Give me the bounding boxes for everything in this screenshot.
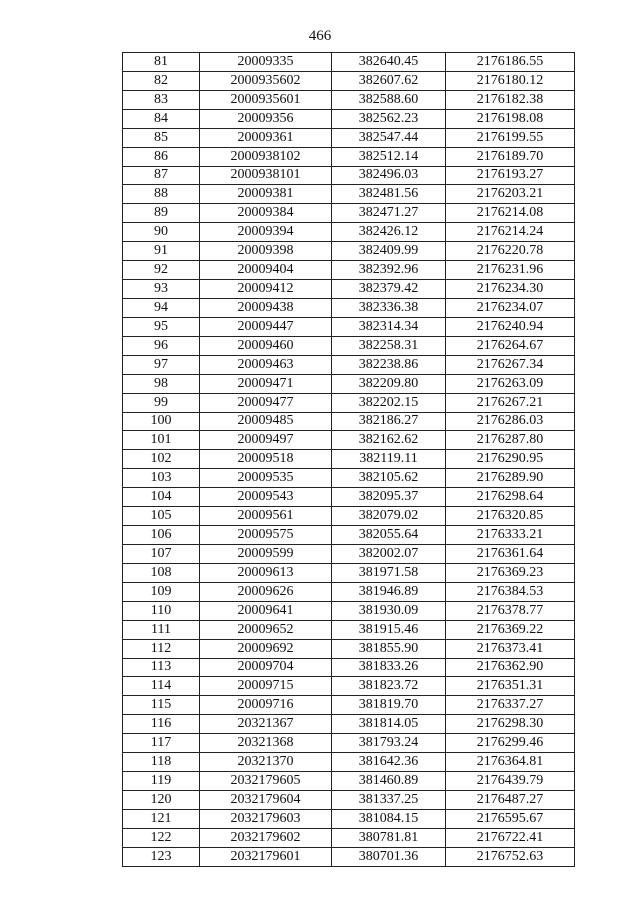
y-coordinate-cell: 2176198.08 <box>446 109 575 128</box>
y-coordinate-cell: 2176267.21 <box>446 393 575 412</box>
x-coordinate-cell: 381084.15 <box>332 809 446 828</box>
x-coordinate-cell: 382471.27 <box>332 204 446 223</box>
x-coordinate-cell: 382186.27 <box>332 412 446 431</box>
point-id-cell: 20009715 <box>200 677 332 696</box>
x-coordinate-cell: 382336.38 <box>332 298 446 317</box>
table-row <box>123 166 575 185</box>
y-coordinate-cell: 2176234.30 <box>446 280 575 299</box>
row-index-cell: 120 <box>123 790 200 809</box>
point-id-cell: 20009652 <box>200 620 332 639</box>
y-coordinate-cell: 2176220.78 <box>446 242 575 261</box>
y-coordinate-cell: 2176337.27 <box>446 696 575 715</box>
x-coordinate-cell: 381337.25 <box>332 790 446 809</box>
y-coordinate-cell: 2176286.03 <box>446 412 575 431</box>
row-index-cell: 97 <box>123 355 200 374</box>
x-coordinate-cell: 381833.26 <box>332 658 446 677</box>
point-id-cell: 2000938102 <box>200 147 332 166</box>
point-id-cell: 20009497 <box>200 431 332 450</box>
x-coordinate-cell: 381460.89 <box>332 772 446 791</box>
table-row <box>123 526 575 545</box>
x-coordinate-cell: 382392.96 <box>332 261 446 280</box>
row-index-cell: 114 <box>123 677 200 696</box>
y-coordinate-cell: 2176214.24 <box>446 223 575 242</box>
y-coordinate-cell: 2176752.63 <box>446 847 575 866</box>
row-index-cell: 122 <box>123 828 200 847</box>
x-coordinate-cell: 381915.46 <box>332 620 446 639</box>
point-id-cell: 20009543 <box>200 488 332 507</box>
x-coordinate-cell: 382379.42 <box>332 280 446 299</box>
row-index-cell: 96 <box>123 336 200 355</box>
table-row <box>123 53 575 72</box>
y-coordinate-cell: 2176234.07 <box>446 298 575 317</box>
point-id-cell: 20009471 <box>200 374 332 393</box>
point-id-cell: 20009575 <box>200 526 332 545</box>
table-row <box>123 431 575 450</box>
row-index-cell: 83 <box>123 90 200 109</box>
row-index-cell: 108 <box>123 563 200 582</box>
coordinates-table <box>122 52 575 867</box>
y-coordinate-cell: 2176351.31 <box>446 677 575 696</box>
row-index-cell: 115 <box>123 696 200 715</box>
row-index-cell: 88 <box>123 185 200 204</box>
point-id-cell: 20009412 <box>200 280 332 299</box>
y-coordinate-cell: 2176240.94 <box>446 317 575 336</box>
point-id-cell: 20009394 <box>200 223 332 242</box>
point-id-cell: 2000935602 <box>200 71 332 90</box>
table-row <box>123 715 575 734</box>
row-index-cell: 117 <box>123 734 200 753</box>
x-coordinate-cell: 382258.31 <box>332 336 446 355</box>
row-index-cell: 123 <box>123 847 200 866</box>
x-coordinate-cell: 382238.86 <box>332 355 446 374</box>
y-coordinate-cell: 2176290.95 <box>446 450 575 469</box>
table-row <box>123 450 575 469</box>
point-id-cell: 20321368 <box>200 734 332 753</box>
point-id-cell: 20009599 <box>200 544 332 563</box>
table-row <box>123 109 575 128</box>
table-row <box>123 734 575 753</box>
y-coordinate-cell: 2176186.55 <box>446 53 575 72</box>
row-index-cell: 93 <box>123 280 200 299</box>
y-coordinate-cell: 2176722.41 <box>446 828 575 847</box>
x-coordinate-cell: 382314.34 <box>332 317 446 336</box>
y-coordinate-cell: 2176299.46 <box>446 734 575 753</box>
y-coordinate-cell: 2176203.21 <box>446 185 575 204</box>
table-row <box>123 355 575 374</box>
y-coordinate-cell: 2176298.30 <box>446 715 575 734</box>
table-row <box>123 317 575 336</box>
table-row <box>123 393 575 412</box>
row-index-cell: 98 <box>123 374 200 393</box>
x-coordinate-cell: 382162.62 <box>332 431 446 450</box>
row-index-cell: 92 <box>123 261 200 280</box>
table-row <box>123 280 575 299</box>
table-row <box>123 336 575 355</box>
x-coordinate-cell: 381819.70 <box>332 696 446 715</box>
point-id-cell: 20321370 <box>200 753 332 772</box>
row-index-cell: 84 <box>123 109 200 128</box>
table-row <box>123 847 575 866</box>
table-row <box>123 71 575 90</box>
table-row <box>123 639 575 658</box>
x-coordinate-cell: 382547.44 <box>332 128 446 147</box>
x-coordinate-cell: 381971.58 <box>332 563 446 582</box>
row-index-cell: 110 <box>123 601 200 620</box>
y-coordinate-cell: 2176298.64 <box>446 488 575 507</box>
point-id-cell: 20009398 <box>200 242 332 261</box>
table-body <box>123 53 575 867</box>
row-index-cell: 90 <box>123 223 200 242</box>
point-id-cell: 20009381 <box>200 185 332 204</box>
table-row <box>123 544 575 563</box>
x-coordinate-cell: 382202.15 <box>332 393 446 412</box>
point-id-cell: 20009535 <box>200 469 332 488</box>
y-coordinate-cell: 2176362.90 <box>446 658 575 677</box>
table-row <box>123 809 575 828</box>
table-row <box>123 185 575 204</box>
x-coordinate-cell: 381814.05 <box>332 715 446 734</box>
point-id-cell: 20009704 <box>200 658 332 677</box>
x-coordinate-cell: 382426.12 <box>332 223 446 242</box>
table-row <box>123 90 575 109</box>
point-id-cell: 20009361 <box>200 128 332 147</box>
row-index-cell: 91 <box>123 242 200 261</box>
x-coordinate-cell: 382481.56 <box>332 185 446 204</box>
table-row <box>123 469 575 488</box>
y-coordinate-cell: 2176369.22 <box>446 620 575 639</box>
x-coordinate-cell: 380701.36 <box>332 847 446 866</box>
x-coordinate-cell: 382095.37 <box>332 488 446 507</box>
point-id-cell: 2000935601 <box>200 90 332 109</box>
point-id-cell: 20009626 <box>200 582 332 601</box>
page-number: 466 <box>308 28 332 44</box>
x-coordinate-cell: 382002.07 <box>332 544 446 563</box>
x-coordinate-cell: 382079.02 <box>332 507 446 526</box>
row-index-cell: 81 <box>123 53 200 72</box>
table-row <box>123 658 575 677</box>
table-row <box>123 601 575 620</box>
point-id-cell: 20009335 <box>200 53 332 72</box>
table-row <box>123 204 575 223</box>
row-index-cell: 116 <box>123 715 200 734</box>
row-index-cell: 101 <box>123 431 200 450</box>
point-id-cell: 20321367 <box>200 715 332 734</box>
point-id-cell: 20009384 <box>200 204 332 223</box>
y-coordinate-cell: 2176289.90 <box>446 469 575 488</box>
table-row <box>123 790 575 809</box>
table-row <box>123 696 575 715</box>
row-index-cell: 87 <box>123 166 200 185</box>
y-coordinate-cell: 2176199.55 <box>446 128 575 147</box>
y-coordinate-cell: 2176369.23 <box>446 563 575 582</box>
table-row <box>123 753 575 772</box>
point-id-cell: 20009463 <box>200 355 332 374</box>
y-coordinate-cell: 2176439.79 <box>446 772 575 791</box>
row-index-cell: 102 <box>123 450 200 469</box>
x-coordinate-cell: 382588.60 <box>332 90 446 109</box>
y-coordinate-cell: 2176264.67 <box>446 336 575 355</box>
table-row <box>123 128 575 147</box>
point-id-cell: 20009518 <box>200 450 332 469</box>
table-row <box>123 488 575 507</box>
x-coordinate-cell: 380781.81 <box>332 828 446 847</box>
table-row <box>123 582 575 601</box>
row-index-cell: 103 <box>123 469 200 488</box>
point-id-cell: 20009561 <box>200 507 332 526</box>
y-coordinate-cell: 2176214.08 <box>446 204 575 223</box>
row-index-cell: 104 <box>123 488 200 507</box>
y-coordinate-cell: 2176487.27 <box>446 790 575 809</box>
x-coordinate-cell: 382607.62 <box>332 71 446 90</box>
row-index-cell: 107 <box>123 544 200 563</box>
point-id-cell: 2032179602 <box>200 828 332 847</box>
point-id-cell: 2032179604 <box>200 790 332 809</box>
row-index-cell: 109 <box>123 582 200 601</box>
row-index-cell: 121 <box>123 809 200 828</box>
x-coordinate-cell: 381823.72 <box>332 677 446 696</box>
point-id-cell: 2032179605 <box>200 772 332 791</box>
row-index-cell: 85 <box>123 128 200 147</box>
y-coordinate-cell: 2176193.27 <box>446 166 575 185</box>
table-row <box>123 563 575 582</box>
row-index-cell: 113 <box>123 658 200 677</box>
x-coordinate-cell: 382409.99 <box>332 242 446 261</box>
point-id-cell: 20009641 <box>200 601 332 620</box>
y-coordinate-cell: 2176231.96 <box>446 261 575 280</box>
point-id-cell: 20009438 <box>200 298 332 317</box>
y-coordinate-cell: 2176373.41 <box>446 639 575 658</box>
x-coordinate-cell: 381946.89 <box>332 582 446 601</box>
y-coordinate-cell: 2176595.67 <box>446 809 575 828</box>
table-row <box>123 147 575 166</box>
point-id-cell: 20009716 <box>200 696 332 715</box>
point-id-cell: 20009692 <box>200 639 332 658</box>
y-coordinate-cell: 2176384.53 <box>446 582 575 601</box>
row-index-cell: 86 <box>123 147 200 166</box>
x-coordinate-cell: 381855.90 <box>332 639 446 658</box>
row-index-cell: 89 <box>123 204 200 223</box>
y-coordinate-cell: 2176320.85 <box>446 507 575 526</box>
table-row <box>123 507 575 526</box>
x-coordinate-cell: 381642.36 <box>332 753 446 772</box>
y-coordinate-cell: 2176364.81 <box>446 753 575 772</box>
table-row <box>123 298 575 317</box>
y-coordinate-cell: 2176267.34 <box>446 355 575 374</box>
table-row <box>123 828 575 847</box>
y-coordinate-cell: 2176378.77 <box>446 601 575 620</box>
point-id-cell: 20009356 <box>200 109 332 128</box>
y-coordinate-cell: 2176333.21 <box>446 526 575 545</box>
y-coordinate-cell: 2176182.38 <box>446 90 575 109</box>
row-index-cell: 106 <box>123 526 200 545</box>
table-row <box>123 374 575 393</box>
table-row <box>123 242 575 261</box>
point-id-cell: 2000938101 <box>200 166 332 185</box>
row-index-cell: 105 <box>123 507 200 526</box>
point-id-cell: 2032179601 <box>200 847 332 866</box>
row-index-cell: 111 <box>123 620 200 639</box>
row-index-cell: 95 <box>123 317 200 336</box>
x-coordinate-cell: 381930.09 <box>332 601 446 620</box>
row-index-cell: 112 <box>123 639 200 658</box>
y-coordinate-cell: 2176263.09 <box>446 374 575 393</box>
x-coordinate-cell: 382562.23 <box>332 109 446 128</box>
x-coordinate-cell: 382055.64 <box>332 526 446 545</box>
x-coordinate-cell: 382640.45 <box>332 53 446 72</box>
table-row <box>123 223 575 242</box>
point-id-cell: 20009613 <box>200 563 332 582</box>
y-coordinate-cell: 2176189.70 <box>446 147 575 166</box>
row-index-cell: 118 <box>123 753 200 772</box>
table-row <box>123 677 575 696</box>
table-row <box>123 261 575 280</box>
point-id-cell: 20009404 <box>200 261 332 280</box>
y-coordinate-cell: 2176361.64 <box>446 544 575 563</box>
x-coordinate-cell: 382496.03 <box>332 166 446 185</box>
row-index-cell: 94 <box>123 298 200 317</box>
x-coordinate-cell: 382119.11 <box>332 450 446 469</box>
y-coordinate-cell: 2176180.12 <box>446 71 575 90</box>
table-row <box>123 772 575 791</box>
point-id-cell: 20009447 <box>200 317 332 336</box>
point-id-cell: 2032179603 <box>200 809 332 828</box>
x-coordinate-cell: 382209.80 <box>332 374 446 393</box>
point-id-cell: 20009477 <box>200 393 332 412</box>
point-id-cell: 20009460 <box>200 336 332 355</box>
row-index-cell: 99 <box>123 393 200 412</box>
row-index-cell: 119 <box>123 772 200 791</box>
x-coordinate-cell: 382105.62 <box>332 469 446 488</box>
y-coordinate-cell: 2176287.80 <box>446 431 575 450</box>
point-id-cell: 20009485 <box>200 412 332 431</box>
table-row <box>123 620 575 639</box>
row-index-cell: 100 <box>123 412 200 431</box>
table-row <box>123 412 575 431</box>
x-coordinate-cell: 382512.14 <box>332 147 446 166</box>
x-coordinate-cell: 381793.24 <box>332 734 446 753</box>
row-index-cell: 82 <box>123 71 200 90</box>
